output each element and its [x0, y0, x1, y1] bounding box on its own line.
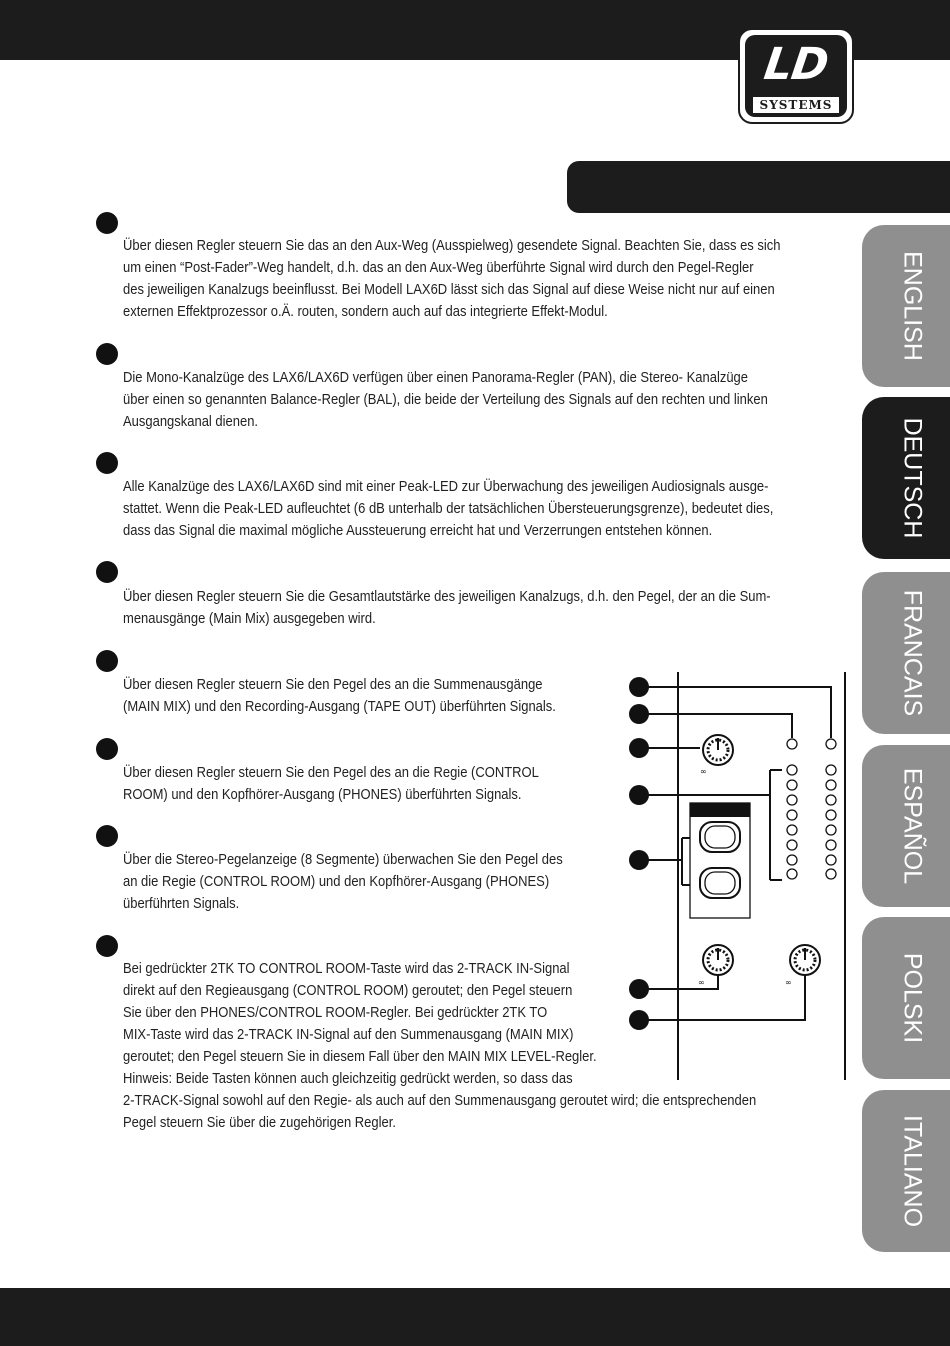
section-bullet [96, 561, 118, 583]
section-paragraph: Die Mono-Kanalzüge des LAX6/LAX6D verfügen über einen Panorama-Regler (PAN), die Stereo- Kanalzüge über einen so genannten Balance-Regler (BAL), die beide der Verteilung des Signals auf den rechten und linken Ausgangskanal dienen. [123, 370, 768, 430]
section-bullet [96, 738, 118, 760]
section-paragraph: Über diesen Regler steuern Sie die Gesamtlautstärke des jeweiligen Kanalzugs, d.h. den Pegel, der an die Sum- menausgänge (Main Mix) ausgegeben wird. [123, 589, 771, 627]
section-bullet [96, 825, 118, 847]
tab-english[interactable] [862, 225, 950, 387]
tab-label: POLSKI [898, 952, 927, 1044]
tab-espanol[interactable] [862, 745, 950, 907]
section-bullet [96, 935, 118, 957]
bottom-bar [0, 1288, 950, 1346]
section-bullet [96, 650, 118, 672]
tab-deutsch[interactable] [862, 397, 950, 559]
button-block [690, 803, 750, 918]
section-bullet [96, 452, 118, 474]
section-paragraph: Über diesen Regler steuern Sie den Pegel des an die Summenausgänge (MAIN MIX) und den Recording-Ausgang (TAPE OUT) überführten Signals. [123, 677, 556, 715]
logo-subtitle: SYSTEMS [753, 97, 839, 113]
section-bullet [96, 212, 118, 234]
tab-label: ENGLISH [898, 251, 927, 361]
knob-phones-control-room [703, 945, 733, 975]
mixer-panel-diagram [620, 670, 860, 1090]
led [787, 739, 797, 749]
level-meter [787, 765, 836, 879]
leader-line [639, 975, 805, 1020]
tab-italiano[interactable] [862, 1090, 950, 1252]
section-paragraph: Alle Kanalzüge des LAX6/LAX6D sind mit einer Peak-LED zur Überwachung des jeweiligen Audiosignals ausge- stattet. Wenn die Peak-LED aufleuchtet (6 dB unterhalb der tatsächlichen Übersteuerungsgrenze), bedeutet dies, dass das Signal die maximal mögliche Aussteuerung erreicht hat und Verzerrungen entstehen können. [123, 479, 774, 539]
logo-brand: LD [761, 39, 831, 90]
infinity-label: ∞ [785, 978, 792, 987]
section-header-bar [567, 161, 950, 213]
tab-polski[interactable] [862, 917, 950, 1079]
section-paragraph: Bei gedrückter 2TK TO CONTROL ROOM-Taste wird das 2-TRACK IN-Signal direkt auf den Regieausgang (CONTROL ROOM) geroutet; den Pegel steuern Sie über den PHONES/CONTROL ROOM-Regler. Bei gedrückter 2TK TO MIX-Taste wird das 2-TRACK IN-Signal auf den Summenausgang (MAIN MIX) geroutet; den Pegel steuern Sie in diesem Fall über den MAIN MIX LEVEL-Regler. Hinweis: Beide Tasten können auch gleichzeitig gedrückt werden, so dass das 2-TRACK-Signal sowohl auf den Regie- als auch auf den Summenausgang geroutet wird; die entsprechenden Pegel steuern Sie über die zugehörigen Regler. [123, 961, 757, 1131]
knob-main-mix-level [790, 945, 820, 975]
led [826, 739, 836, 749]
knob-main-mix [703, 735, 733, 765]
section-paragraph: Über diesen Regler steuern Sie den Pegel des an die Regie (CONTROL ROOM) und den Kopfhörer-Ausgang (PHONES) überführten Signals. [123, 765, 539, 803]
section-bullet [96, 343, 118, 365]
section-paragraph: Über diesen Regler steuern Sie das an den Aux-Weg (Ausspielweg) gesendete Signal. Beachten Sie, dass es sich um einen “Post-Fader”-Weg handelt, d.h. das an den Aux-Weg überführte Signal wird durch den Pegel-Regler des jeweiligen Kanalzugs beeinflusst. Bei Modell LAX6D lässt sich das Signal auf diese Weise nicht nur auf einen externen Effektprozessor o.Ä. routen, sondern auch auf das integrierte Effekt-Modul. [123, 238, 781, 320]
leader-line [639, 687, 831, 738]
infinity-label: ∞ [700, 767, 707, 776]
tab-label: ESPAÑOL [898, 767, 927, 885]
tab-francais[interactable] [862, 572, 950, 734]
section-paragraph: Über die Stereo-Pegelanzeige (8 Segmente) überwachen Sie den Pegel des an die Regie (CONTROL ROOM) und den Kopfhörer-Ausgang (PHONES) überführten Signals. [123, 852, 563, 912]
infinity-label: ∞ [698, 978, 705, 987]
ld-systems-logo [738, 28, 854, 124]
tab-label: DEUTSCH [898, 417, 927, 539]
tab-label: FRANCAIS [898, 589, 927, 717]
tab-label: ITALIANO [898, 1114, 927, 1228]
